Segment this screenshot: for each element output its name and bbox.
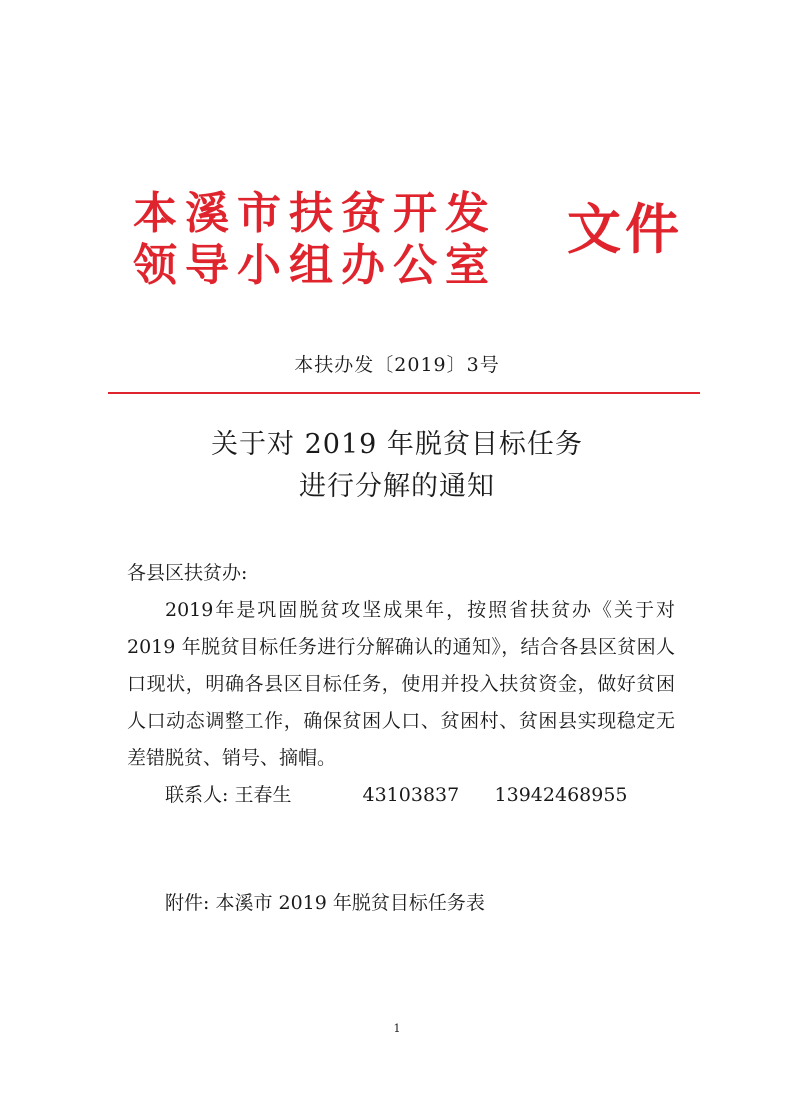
body-paragraph: 2019年是巩固脱贫攻坚成果年，按照省扶贫办《关于对 2019 年脱贫目标任务进行分解确认的通知》，结合各县区贫困人口现状，明确各县区目标任务，使用并投入扶贫资金，做好贫困人口动态调整工作，确保贫困人口、贫困村、贫困县实现稳定无差错脱贫、销号、摘帽。 bbox=[127, 599, 675, 769]
contact-label: 联系人: bbox=[165, 784, 229, 806]
salutation: 各县区扶贫办: bbox=[127, 562, 248, 584]
document-body bbox=[127, 555, 675, 814]
title-line-1: 关于对 2019 年脱贫目标任务 bbox=[211, 429, 583, 460]
issuer-name bbox=[133, 188, 543, 292]
red-divider bbox=[108, 392, 700, 394]
issuer-line-1: 本溪市扶贫开发 bbox=[133, 188, 497, 239]
contact-phone: 43103837 bbox=[362, 784, 460, 806]
doc-type-label: 文件 bbox=[567, 198, 683, 261]
contact-name: 王春生 bbox=[234, 784, 292, 806]
contact-mobile: 13942468955 bbox=[494, 784, 628, 806]
attachment-note: 附件: 本溪市 2019 年脱贫目标任务表 bbox=[165, 892, 485, 914]
contact-line bbox=[127, 777, 675, 814]
page-number: 1 bbox=[393, 1022, 401, 1035]
title-line-2: 进行分解的通知 bbox=[299, 471, 495, 502]
issuer-line-2: 领导小组办公室 bbox=[133, 240, 497, 291]
document-title bbox=[0, 424, 794, 508]
document-number: 本扶办发〔2019〕3号 bbox=[294, 354, 500, 376]
